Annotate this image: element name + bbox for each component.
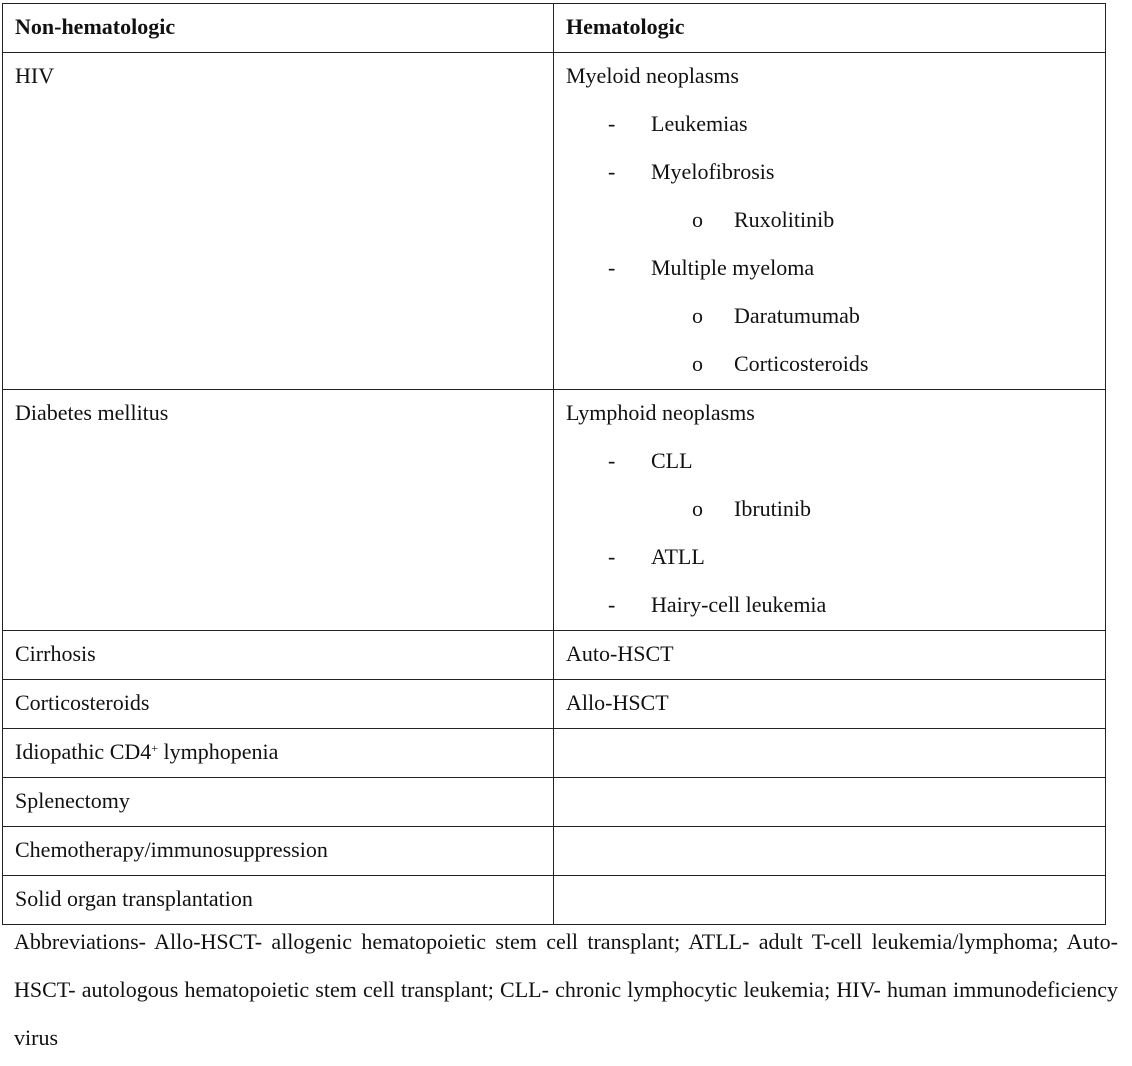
list-item-text: Myelofibrosis <box>651 159 775 184</box>
table-row <box>3 827 1106 876</box>
abbreviations-footnote: Abbreviations- Allo-HSCT- allogenic hematopoietic stem cell transplant; ATLL- adult T-cell leukemia/lymphoma; Auto-HSCT- autologous hematopoietic stem cell transplant; CLL- chronic lymphocytic leukemia; HIV- human immunodeficiency virus <box>14 929 1118 1050</box>
cell-hematologic <box>554 631 1106 680</box>
sub-list-item <box>566 490 1093 538</box>
non-hematologic-label: Idiopathic CD4 <box>15 739 152 764</box>
dash-bullet-icon: - <box>608 448 616 473</box>
dash-bullet-icon: - <box>608 111 616 136</box>
cell-non-hematologic <box>3 680 554 729</box>
list-item-text: Ibrutinib <box>734 496 811 521</box>
non-hematologic-label: Splenectomy <box>15 788 130 813</box>
header-non-hematologic: Non-hematologic <box>3 4 554 53</box>
list-item-text: ATLL <box>651 544 705 569</box>
dash-bullet-icon: - <box>608 544 616 569</box>
hematologic-category: Lymphoid neoplasms <box>566 400 755 425</box>
list-item <box>566 249 1093 297</box>
cell-hematologic <box>554 827 1106 876</box>
circle-bullet-icon: o <box>692 496 703 521</box>
risk-factor-table <box>2 3 1106 925</box>
sub-list-item <box>566 345 1093 383</box>
table-row <box>3 631 1106 680</box>
cell-hematologic <box>554 778 1106 827</box>
dash-bullet-icon: - <box>608 159 616 184</box>
list-item-text: Multiple myeloma <box>651 255 815 280</box>
list-item <box>566 153 1093 201</box>
cell-non-hematologic <box>3 53 554 390</box>
cell-non-hematologic <box>3 778 554 827</box>
hematologic-category: Myeloid neoplasms <box>566 63 739 88</box>
non-hematologic-label: Corticosteroids <box>15 690 150 715</box>
list-item-text: Hairy-cell leukemia <box>651 592 827 617</box>
non-hematologic-label: Diabetes mellitus <box>15 400 169 425</box>
list-item <box>566 105 1093 153</box>
list-item-text: Corticosteroids <box>734 351 869 376</box>
non-hematologic-label: Cirrhosis <box>15 641 96 666</box>
cell-hematologic <box>554 53 1106 390</box>
non-hematologic-label: Solid organ transplantation <box>15 886 253 911</box>
circle-bullet-icon: o <box>692 351 703 376</box>
cell-hematologic <box>554 680 1106 729</box>
header-hematologic: Hematologic <box>554 4 1106 53</box>
list-item <box>566 586 1093 624</box>
dash-bullet-icon: - <box>608 255 616 280</box>
table-row <box>3 680 1106 729</box>
list-item-text: Ruxolitinib <box>734 207 835 232</box>
circle-bullet-icon: o <box>692 303 703 328</box>
list-item-text: CLL <box>651 448 693 473</box>
list-item-text: Daratumumab <box>734 303 860 328</box>
sub-list-item <box>566 297 1093 345</box>
list-item <box>566 538 1093 586</box>
list-item <box>566 442 1093 490</box>
dash-bullet-icon: - <box>608 592 616 617</box>
cell-non-hematologic <box>3 729 554 778</box>
non-hematologic-label: HIV <box>15 63 55 88</box>
sub-list-item <box>566 201 1093 249</box>
cell-hematologic <box>554 729 1106 778</box>
hematologic-category: Auto-HSCT <box>566 641 674 666</box>
cell-hematologic <box>554 390 1106 631</box>
table-row <box>3 53 1106 390</box>
cell-non-hematologic <box>3 827 554 876</box>
non-hematologic-label-suffix: lymphopenia <box>158 739 279 764</box>
table-row <box>3 390 1106 631</box>
superscript-plus: + <box>151 741 159 755</box>
table-row <box>3 778 1106 827</box>
non-hematologic-label: Chemotherapy/immunosuppression <box>15 837 328 862</box>
cell-non-hematologic <box>3 390 554 631</box>
cell-non-hematologic <box>3 631 554 680</box>
table-header-row <box>3 4 1106 53</box>
hematologic-category: Allo-HSCT <box>566 690 669 715</box>
list-item-text: Leukemias <box>651 111 748 136</box>
circle-bullet-icon: o <box>692 207 703 232</box>
table-row <box>3 729 1106 778</box>
